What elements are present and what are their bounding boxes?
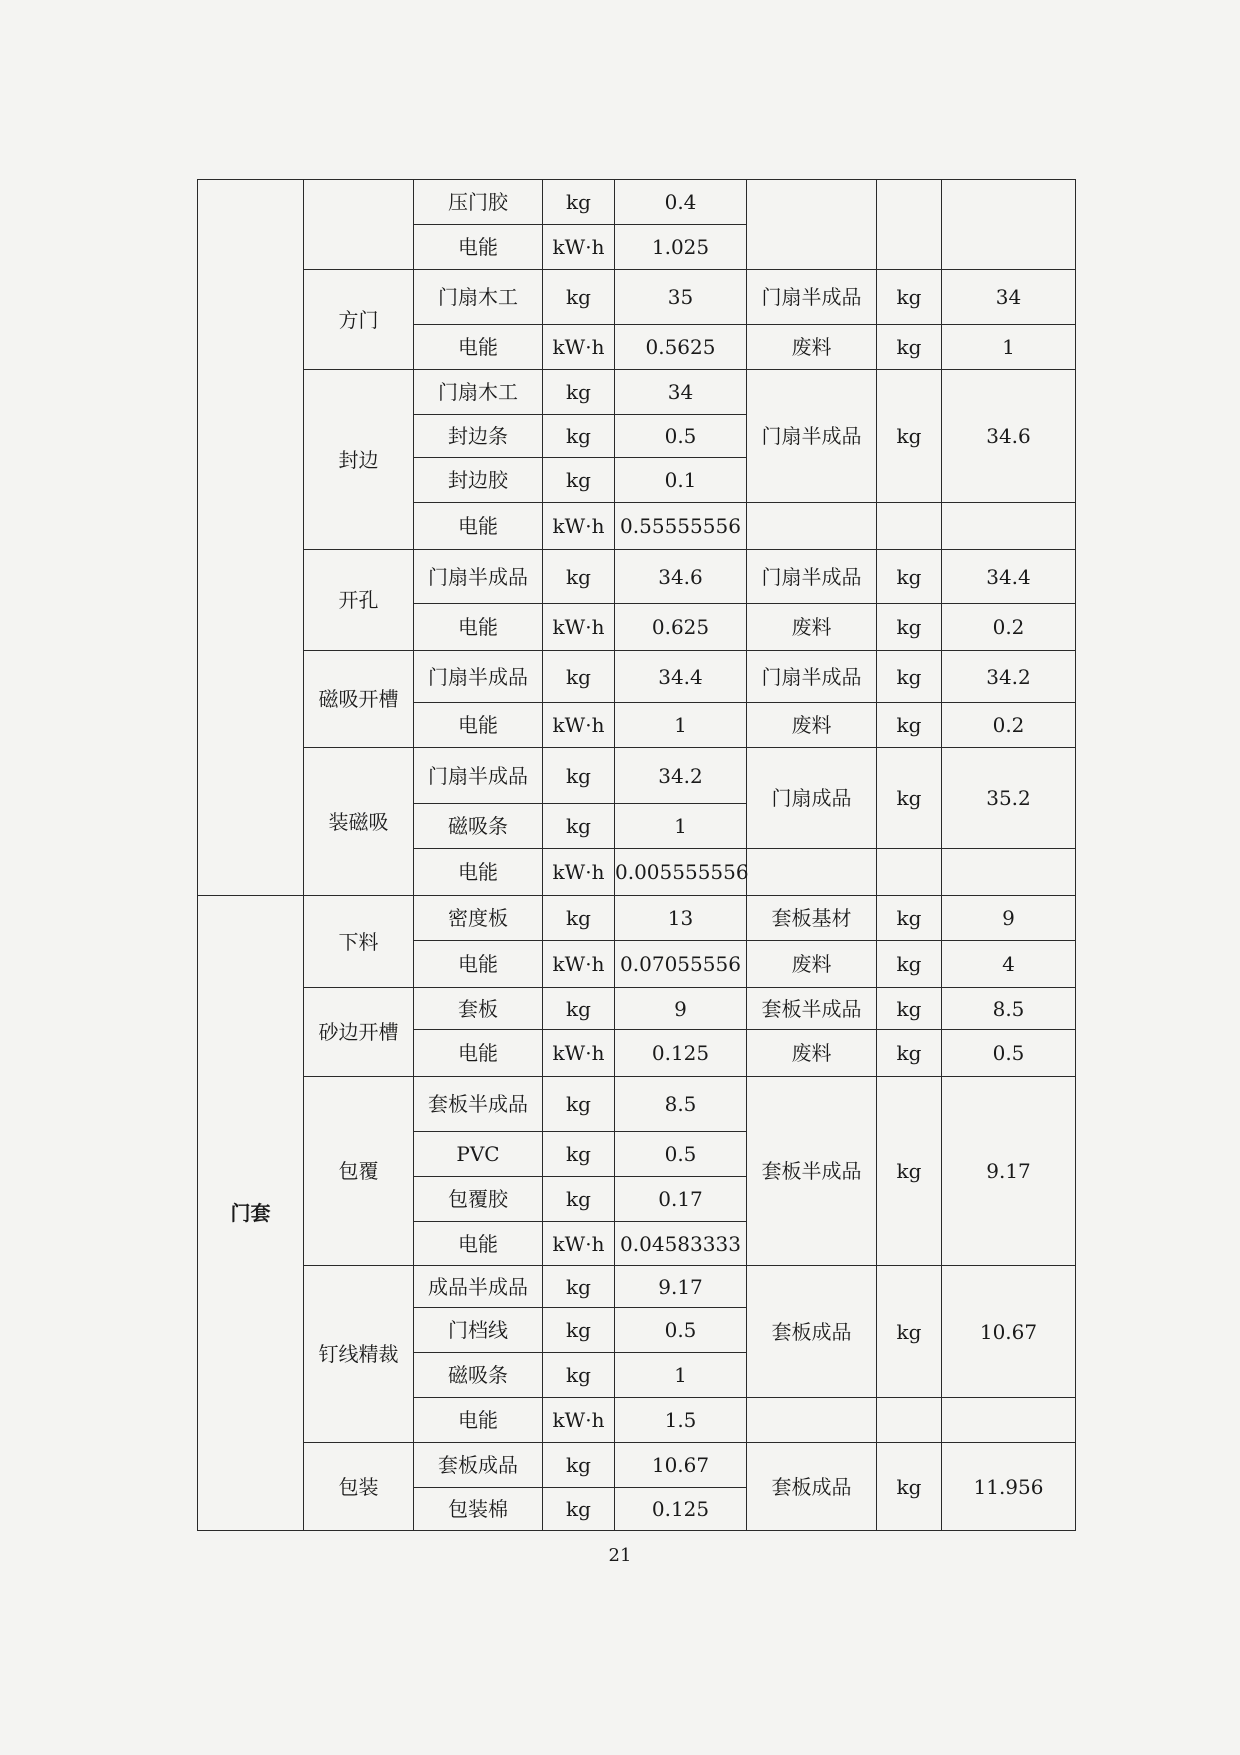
input-qty: 10.67	[615, 1443, 747, 1488]
output-unit: kg	[877, 1030, 942, 1077]
material-balance-table	[197, 179, 1076, 1531]
input-name: 电能	[414, 225, 543, 270]
input-unit: kW·h	[543, 703, 615, 748]
output-qty: 0.5	[942, 1030, 1076, 1077]
output-name: 废料	[747, 703, 877, 748]
input-name: 包覆胶	[414, 1177, 543, 1222]
output-name: 废料	[747, 1030, 877, 1077]
input-qty: 34.2	[615, 748, 747, 804]
input-unit: kg	[543, 651, 615, 703]
output-qty: 34	[942, 270, 1076, 325]
input-qty: 0.4	[615, 180, 747, 225]
output-name-blank	[747, 503, 877, 550]
output-unit: kg	[877, 270, 942, 325]
input-unit: kg	[543, 1443, 615, 1488]
input-qty: 0.005555556	[615, 849, 747, 896]
input-unit: kg	[543, 1077, 615, 1132]
input-qty: 1.5	[615, 1398, 747, 1443]
input-qty: 0.5	[615, 1308, 747, 1353]
input-qty: 8.5	[615, 1077, 747, 1132]
output-unit: kg	[877, 896, 942, 941]
output-name-blank	[747, 849, 877, 896]
input-unit: kg	[543, 415, 615, 458]
output-unit: kg	[877, 941, 942, 988]
input-name: 包装棉	[414, 1488, 543, 1531]
output-unit: kg	[877, 1077, 942, 1266]
input-qty: 0.5	[615, 1132, 747, 1177]
process-name: 钉线精裁	[304, 1266, 414, 1443]
input-name: 封边胶	[414, 458, 543, 503]
input-qty: 0.125	[615, 1488, 747, 1531]
input-qty: 0.5	[615, 415, 747, 458]
input-qty: 34	[615, 370, 747, 415]
input-unit: kg	[543, 270, 615, 325]
input-qty: 0.625	[615, 604, 747, 651]
page-number: 21	[608, 1545, 632, 1566]
input-qty: 1	[615, 703, 747, 748]
output-qty: 34.4	[942, 550, 1076, 604]
output-name: 废料	[747, 941, 877, 988]
input-qty: 0.1	[615, 458, 747, 503]
output-name: 套板半成品	[747, 988, 877, 1030]
output-unit: kg	[877, 703, 942, 748]
output-name-blank	[747, 180, 877, 270]
input-name: 磁吸条	[414, 804, 543, 849]
input-unit: kW·h	[543, 941, 615, 988]
process-name: 包覆	[304, 1077, 414, 1266]
input-qty: 1	[615, 804, 747, 849]
output-unit: kg	[877, 370, 942, 503]
input-name: 电能	[414, 849, 543, 896]
output-name: 门扇半成品	[747, 550, 877, 604]
input-name: 门扇半成品	[414, 748, 543, 804]
input-name: 电能	[414, 325, 543, 370]
output-name: 套板基材	[747, 896, 877, 941]
input-name: 套板成品	[414, 1443, 543, 1488]
input-unit: kg	[543, 1353, 615, 1398]
process-name: 包装	[304, 1443, 414, 1531]
output-unit: kg	[877, 1443, 942, 1531]
output-name: 套板半成品	[747, 1077, 877, 1266]
input-qty: 34.6	[615, 550, 747, 604]
category-label: 门套	[198, 896, 304, 1531]
input-unit: kg	[543, 370, 615, 415]
input-unit: kW·h	[543, 225, 615, 270]
output-unit-blank	[877, 1398, 942, 1443]
input-qty: 0.55555556	[615, 503, 747, 550]
input-name: 套板	[414, 988, 543, 1030]
input-qty: 9.17	[615, 1266, 747, 1308]
category-cell-blank	[198, 180, 304, 896]
output-unit-blank	[877, 180, 942, 270]
input-unit: kg	[543, 1488, 615, 1531]
input-name: 密度板	[414, 896, 543, 941]
output-qty: 0.2	[942, 703, 1076, 748]
output-qty-blank	[942, 503, 1076, 550]
input-qty: 1.025	[615, 225, 747, 270]
output-qty-blank	[942, 180, 1076, 270]
output-qty: 0.2	[942, 604, 1076, 651]
output-unit: kg	[877, 604, 942, 651]
input-qty: 0.17	[615, 1177, 747, 1222]
output-name: 套板成品	[747, 1443, 877, 1531]
input-name: PVC	[414, 1132, 543, 1177]
output-unit: kg	[877, 748, 942, 849]
input-qty: 35	[615, 270, 747, 325]
output-unit: kg	[877, 988, 942, 1030]
output-qty: 11.956	[942, 1443, 1076, 1531]
input-name: 电能	[414, 604, 543, 651]
input-name: 套板半成品	[414, 1077, 543, 1132]
output-unit: kg	[877, 1266, 942, 1398]
input-qty: 34.4	[615, 651, 747, 703]
output-qty: 9	[942, 896, 1076, 941]
input-qty: 1	[615, 1353, 747, 1398]
input-name: 门扇木工	[414, 270, 543, 325]
input-name: 电能	[414, 1030, 543, 1077]
output-name: 门扇半成品	[747, 651, 877, 703]
input-qty: 0.5625	[615, 325, 747, 370]
input-unit: kg	[543, 1266, 615, 1308]
input-name: 门档线	[414, 1308, 543, 1353]
input-name: 电能	[414, 703, 543, 748]
output-unit-blank	[877, 849, 942, 896]
output-qty: 34.6	[942, 370, 1076, 503]
input-name: 磁吸条	[414, 1353, 543, 1398]
input-unit: kg	[543, 180, 615, 225]
process-cell-blank	[304, 180, 414, 270]
input-name: 门扇半成品	[414, 550, 543, 604]
process-name: 下料	[304, 896, 414, 988]
output-unit: kg	[877, 325, 942, 370]
output-qty: 34.2	[942, 651, 1076, 703]
input-qty: 0.07055556	[615, 941, 747, 988]
input-unit: kg	[543, 1177, 615, 1222]
output-name: 门扇成品	[747, 748, 877, 849]
output-name: 套板成品	[747, 1266, 877, 1398]
output-name-blank	[747, 1398, 877, 1443]
input-unit: kg	[543, 458, 615, 503]
output-unit: kg	[877, 550, 942, 604]
process-name: 方门	[304, 270, 414, 370]
input-qty: 13	[615, 896, 747, 941]
input-name: 电能	[414, 503, 543, 550]
process-name: 装磁吸	[304, 748, 414, 896]
output-qty: 35.2	[942, 748, 1076, 849]
output-name: 门扇半成品	[747, 270, 877, 325]
output-qty: 8.5	[942, 988, 1076, 1030]
output-qty: 9.17	[942, 1077, 1076, 1266]
input-unit: kg	[543, 896, 615, 941]
output-name: 废料	[747, 325, 877, 370]
input-name: 门扇木工	[414, 370, 543, 415]
input-unit: kg	[543, 1308, 615, 1353]
output-qty: 4	[942, 941, 1076, 988]
input-qty: 0.04583333	[615, 1222, 747, 1266]
input-unit: kW·h	[543, 503, 615, 550]
output-qty-blank	[942, 1398, 1076, 1443]
process-name: 砂边开槽	[304, 988, 414, 1077]
input-unit: kW·h	[543, 325, 615, 370]
output-qty: 1	[942, 325, 1076, 370]
input-name: 电能	[414, 941, 543, 988]
output-unit: kg	[877, 651, 942, 703]
output-qty-blank	[942, 849, 1076, 896]
input-unit: kg	[543, 748, 615, 804]
output-name: 门扇半成品	[747, 370, 877, 503]
input-qty: 0.125	[615, 1030, 747, 1077]
input-unit: kW·h	[543, 604, 615, 651]
input-unit: kW·h	[543, 849, 615, 896]
output-qty: 10.67	[942, 1266, 1076, 1398]
input-unit: kW·h	[543, 1222, 615, 1266]
input-unit: kg	[543, 804, 615, 849]
input-name: 电能	[414, 1222, 543, 1266]
input-unit: kW·h	[543, 1030, 615, 1077]
input-unit: kg	[543, 988, 615, 1030]
input-name: 门扇半成品	[414, 651, 543, 703]
process-name: 开孔	[304, 550, 414, 651]
input-name: 成品半成品	[414, 1266, 543, 1308]
input-name: 压门胶	[414, 180, 543, 225]
process-name: 磁吸开槽	[304, 651, 414, 748]
output-name: 废料	[747, 604, 877, 651]
input-unit: kg	[543, 1132, 615, 1177]
input-unit: kW·h	[543, 1398, 615, 1443]
output-unit-blank	[877, 503, 942, 550]
input-name: 封边条	[414, 415, 543, 458]
input-name: 电能	[414, 1398, 543, 1443]
input-unit: kg	[543, 550, 615, 604]
process-name: 封边	[304, 370, 414, 550]
input-qty: 9	[615, 988, 747, 1030]
